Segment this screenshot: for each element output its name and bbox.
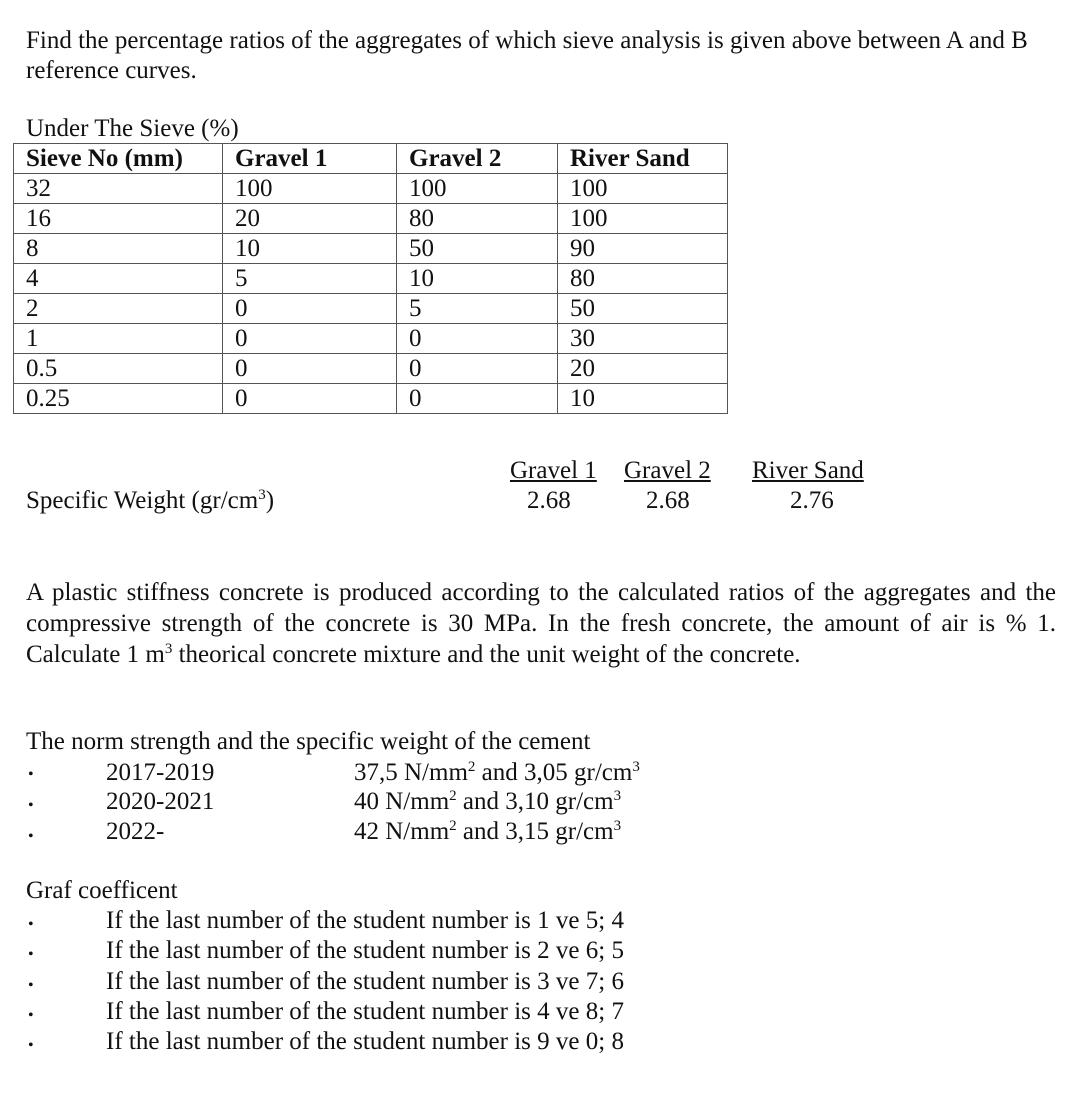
table-row [14,384,728,414]
table-cell: 1 [14,324,223,354]
table-header-row [14,144,728,174]
sw-name-gravel-2: Gravel 2 [624,457,711,484]
table-row [14,264,728,294]
table-cell: 0.5 [14,354,223,384]
table-cell: 0 [397,354,558,384]
graf-rule: If the last number of the student number is 1 ve 5; 4 [106,907,624,934]
table-row [14,294,728,324]
sw-name-river-sand: River Sand [752,457,864,484]
table-cell: 0 [223,354,397,384]
sieve-table [13,143,728,414]
bullet-icon: • [28,977,34,994]
table-row [14,354,728,384]
bullet-icon: • [28,828,34,845]
table-caption: Under The Sieve (%) [26,115,239,142]
table-cell: 0.25 [14,384,223,414]
table-cell: 50 [397,234,558,264]
table-row [14,204,728,234]
table-cell: 0 [223,294,397,324]
table-cell: 4 [14,264,223,294]
table-cell: 8 [14,234,223,264]
table-row [14,324,728,354]
table-cell: 0 [223,384,397,414]
bullet-icon: • [28,766,34,783]
graf-title: Graf coefficent [26,877,178,904]
graf-rule: If the last number of the student number is 2 ve 6; 5 [106,937,624,964]
table-cell: 10 [223,234,397,264]
graf-rule: If the last number of the student number is 4 ve 8; 7 [106,998,624,1025]
bullet-icon: • [28,797,34,814]
table-cell: 20 [558,354,728,384]
table-cell: 0 [397,324,558,354]
table-cell: 100 [558,174,728,204]
table-cell: 20 [223,204,397,234]
table-cell: 100 [397,174,558,204]
cement-period: 2022- [106,818,165,845]
header-sieve-no: Sieve No (mm) [14,144,223,174]
bullet-icon: • [28,946,34,963]
table-cell: 50 [558,294,728,324]
header-gravel-2: Gravel 2 [397,144,558,174]
cement-period: 2017-2019 [106,759,215,786]
table-row [14,234,728,264]
sw-name-gravel-1: Gravel 1 [510,457,597,484]
header-gravel-1: Gravel 1 [223,144,397,174]
bullet-icon: • [28,916,34,933]
table-cell: 5 [397,294,558,324]
problem-paragraph: A plastic stiffness concrete is produced according to the calculated ratios of the aggregates and the compressive strength of the concrete is 30 MPa. In the fresh concrete, the amount of air is % 1. Calculate 1 $m^3$ theorical concrete mixture and the unit weight of the concrete. [26,579,1056,668]
specific-weight-label: Specific Weight $(gr/cm^3)$ [26,487,275,514]
table-cell: 80 [558,264,728,294]
table-cell: 32 [14,174,223,204]
intro-text: Find the percentage ratios of the aggregates of which sieve analysis is given above between A and B reference curves. [26,27,1028,84]
cement-spec: 42 $N/mm^2$ and 3,15 $gr/cm^3$ [354,818,622,845]
table-cell: 5 [223,264,397,294]
table-cell: 80 [397,204,558,234]
table-row [14,174,728,204]
table-cell: 16 [14,204,223,234]
sw-value-gravel-2: 2.68 [646,487,690,514]
header-river-sand: River Sand [558,144,728,174]
sw-value-river-sand: 2.76 [790,487,834,514]
bullet-icon: • [28,1037,34,1054]
graf-rule: If the last number of the student number is 3 ve 7; 6 [106,968,624,995]
sw-value-gravel-1: 2.68 [527,487,571,514]
table-cell: 90 [558,234,728,264]
cement-spec: 37,5 $N/mm^2$ and 3,05 $gr/cm^3$ [354,759,640,786]
table-cell: 0 [397,384,558,414]
table-cell: 2 [14,294,223,324]
cement-period: 2020-2021 [106,788,215,815]
cement-spec: 40 $N/mm^2$ and 3,10 $gr/cm^3$ [354,788,622,815]
table-cell: 100 [223,174,397,204]
table-cell: 100 [558,204,728,234]
table-cell: 30 [558,324,728,354]
table-cell: 10 [397,264,558,294]
cement-title: The norm strength and the specific weight of the cement [26,728,591,755]
table-cell: 0 [223,324,397,354]
bullet-icon: • [28,1007,34,1024]
graf-rule: If the last number of the student number is 9 ve 0; 8 [106,1028,624,1055]
table-cell: 10 [558,384,728,414]
